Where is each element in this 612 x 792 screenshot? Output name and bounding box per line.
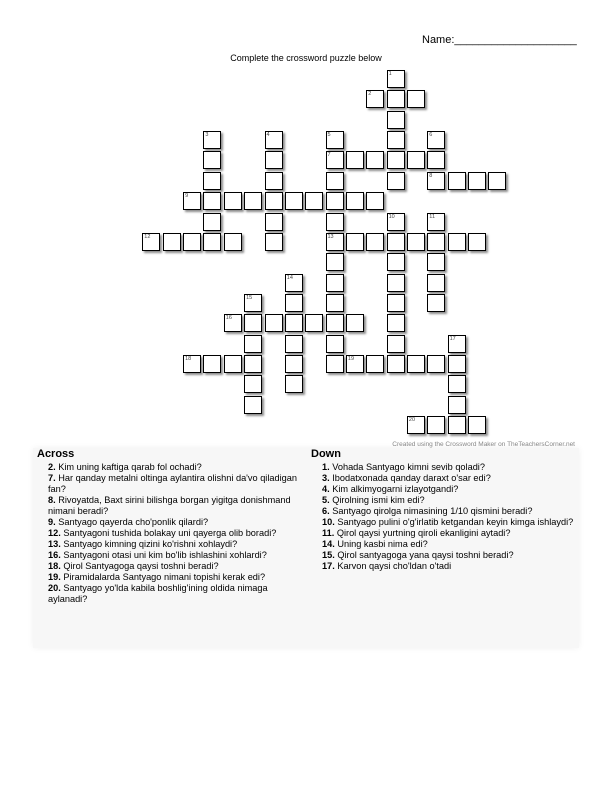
crossword-cell[interactable] — [448, 335, 466, 353]
across-clue — [37, 462, 305, 473]
clue-text: Santyago qirolga nimasining 1/10 qismini beradi? — [332, 506, 533, 516]
clue-number: 4. — [322, 484, 330, 494]
clue-text: Santyagoni otasi uni kim bo'lib ishlashini xohlardi? — [63, 550, 267, 560]
clue-number: 11. — [322, 528, 335, 538]
crossword-cell[interactable] — [285, 192, 303, 210]
crossword-cell[interactable] — [224, 314, 242, 332]
crossword-cell[interactable] — [326, 294, 344, 312]
crossword-cell[interactable] — [427, 416, 445, 434]
crossword-cell[interactable] — [407, 151, 425, 169]
crossword-cell[interactable] — [183, 192, 201, 210]
across-clue — [37, 473, 305, 495]
crossword-cell[interactable] — [183, 233, 201, 251]
crossword-cell[interactable] — [265, 233, 283, 251]
crossword-cell[interactable] — [326, 172, 344, 190]
cell-number: 15 — [246, 294, 253, 301]
clue-text: Vohada Santyago kimni sevib qoladi? — [332, 462, 485, 472]
cell-number: 13 — [327, 233, 334, 240]
crossword-cell[interactable] — [448, 396, 466, 414]
crossword-cell[interactable] — [183, 355, 201, 373]
crossword-cell[interactable] — [366, 355, 384, 373]
crossword-cell[interactable] — [366, 90, 384, 108]
crossword-cell[interactable] — [387, 253, 405, 271]
cell-number: 19 — [347, 355, 355, 362]
clue-number: 13. — [48, 539, 61, 549]
crossword-cell[interactable] — [265, 213, 283, 231]
name-blank: ____________________ — [454, 34, 577, 46]
cell-number: 18 — [185, 355, 192, 362]
clue-number: 1. — [322, 462, 330, 472]
crossword-cell[interactable] — [326, 253, 344, 271]
crossword-cell[interactable] — [285, 314, 303, 332]
crossword-cell[interactable] — [142, 233, 160, 251]
crossword-cell[interactable] — [203, 233, 221, 251]
clue-number: 10. — [322, 517, 335, 527]
clue-text: Santyago pulini o'g'irlatib ketgandan keyin kimga ishlaydi? — [337, 517, 574, 527]
crossword-cell[interactable] — [366, 192, 384, 210]
crossword-cell[interactable] — [326, 192, 344, 210]
crossword-cell[interactable] — [427, 233, 445, 251]
crossword-cell[interactable] — [427, 274, 445, 292]
crossword-cell[interactable] — [265, 192, 283, 210]
clue-number: 6. — [322, 506, 330, 516]
clue-text: Santyago qayerda cho'ponlik qilardi? — [58, 517, 209, 527]
down-heading: Down — [311, 448, 341, 460]
crossword-cell[interactable] — [427, 294, 445, 312]
crossword-cell[interactable] — [285, 335, 303, 353]
clue-text: Santyago yo'lda kabila boshlig'ining oldida nimaga aylanadi? — [48, 583, 268, 604]
clue-number: 17. — [322, 561, 335, 571]
crossword-cell[interactable] — [244, 294, 262, 312]
cell-number: 14 — [286, 274, 293, 281]
clue-number: 15. — [322, 550, 335, 560]
clue-text: Ibodatxonada qanday daraxt o'sar edi? — [332, 473, 491, 483]
crossword-cell[interactable] — [244, 375, 262, 393]
crossword-cell[interactable] — [326, 274, 344, 292]
across-clue — [37, 528, 305, 539]
crossword-cell[interactable] — [448, 172, 466, 190]
crossword-cell[interactable] — [366, 233, 384, 251]
clue-number: 8. — [48, 495, 56, 505]
crossword-cell[interactable] — [407, 416, 425, 434]
crossword-cell[interactable] — [326, 314, 344, 332]
crossword-cell[interactable] — [387, 274, 405, 292]
crossword-cell[interactable] — [285, 274, 303, 292]
clue-text: Har qanday metalni oltinga aylantira olishni da'vo qiladigan fan? — [48, 473, 297, 494]
crossword-cell[interactable] — [203, 192, 221, 210]
down-clue — [311, 561, 575, 572]
crossword-cell[interactable] — [244, 314, 262, 332]
clue-number: 9. — [48, 517, 56, 527]
crossword-cell[interactable] — [285, 294, 303, 312]
crossword-cell[interactable] — [387, 70, 405, 88]
crossword-cell[interactable] — [387, 233, 405, 251]
cell-number: 16 — [225, 315, 232, 322]
down-clues — [311, 448, 575, 572]
crossword-cell[interactable] — [468, 416, 486, 434]
clue-number: 5. — [322, 495, 330, 505]
cell-number: 2 — [368, 91, 372, 98]
crossword-cell[interactable] — [346, 314, 364, 332]
crossword-cell[interactable] — [366, 151, 384, 169]
crossword-cell[interactable] — [326, 233, 344, 251]
crossword-cell[interactable] — [468, 172, 486, 190]
clue-text: Santyago kimning qizini ko'rishni xohlaydi? — [63, 539, 238, 549]
clue-number: 20. — [48, 583, 61, 593]
cell-number: 20 — [408, 417, 416, 423]
across-clues — [37, 448, 305, 605]
cell-number: 7 — [327, 152, 331, 159]
clue-text: Kim alkimyogarni izlayotgandi? — [332, 484, 459, 494]
across-clue — [37, 550, 305, 561]
crossword-cell[interactable] — [326, 335, 344, 353]
crossword-cell[interactable] — [203, 213, 221, 231]
crossword-cell[interactable] — [224, 192, 242, 210]
crossword-cell[interactable] — [427, 213, 445, 231]
cell-number: 5 — [327, 132, 331, 139]
clue-text: Qirol qaysi yurtning qiroli ekanligini aytadi? — [336, 528, 511, 538]
crossword-cell[interactable] — [448, 233, 466, 251]
crossword-cell[interactable] — [203, 172, 221, 190]
cell-number: 8 — [429, 172, 433, 179]
clue-text: Uning kasbi nima edi? — [337, 539, 428, 549]
across-clue — [37, 561, 305, 572]
crossword-cell[interactable] — [427, 253, 445, 271]
crossword-cell[interactable] — [448, 355, 466, 373]
crossword-cell[interactable] — [203, 355, 221, 373]
crossword-cell[interactable] — [244, 192, 262, 210]
crossword-cell[interactable] — [407, 355, 425, 373]
down-clue — [311, 528, 575, 539]
crossword-cell[interactable] — [387, 151, 405, 169]
crossword-cell[interactable] — [387, 90, 405, 108]
down-clue — [311, 506, 575, 517]
clue-text: Rivoyatda, Baxt sirini bilishga borgan yigitga donishmand nimani beradi? — [48, 495, 291, 516]
clue-number: 14. — [322, 539, 335, 549]
crossword-cell[interactable] — [346, 151, 364, 169]
credit-text: Created using the Crossword Maker on TheTeachersCorner.net — [392, 441, 575, 448]
clue-number: 2. — [48, 462, 56, 472]
crossword-cell[interactable] — [387, 213, 405, 231]
crossword-cell[interactable] — [346, 233, 364, 251]
across-clue — [37, 495, 305, 517]
crossword-cell[interactable] — [265, 314, 283, 332]
cell-number: 9 — [185, 193, 189, 200]
across-clue — [37, 517, 305, 528]
crossword-cell[interactable] — [326, 131, 344, 149]
clue-text: Qirolning ismi kim edi? — [332, 495, 425, 505]
crossword-cell[interactable] — [387, 294, 405, 312]
crossword-cell[interactable] — [305, 314, 323, 332]
crossword-cell[interactable] — [224, 355, 242, 373]
crossword-cell[interactable] — [326, 213, 344, 231]
clue-text: Qirol santyagoga yana qaysi toshni beradi? — [337, 550, 514, 560]
cell-number: 10 — [388, 213, 395, 220]
cell-number: 1 — [388, 71, 392, 77]
cell-number: 4 — [266, 132, 270, 139]
across-clue — [37, 539, 305, 550]
clue-text: Santyagoni tushida bolakay uni qayerga olib boradi? — [63, 528, 277, 538]
crossword-cell[interactable] — [387, 314, 405, 332]
clue-text: Kim uning kaftiga qarab fol ochadi? — [58, 462, 202, 472]
crossword-cell[interactable] — [427, 151, 445, 169]
crossword-cell[interactable] — [285, 375, 303, 393]
crossword-cell[interactable] — [285, 355, 303, 373]
crossword-cell[interactable] — [265, 131, 283, 149]
crossword-cell[interactable] — [448, 416, 466, 434]
clue-text: Karvon qaysi cho'ldan o'tadi — [337, 561, 452, 571]
crossword-cell[interactable] — [387, 355, 405, 373]
crossword-cell[interactable] — [346, 192, 364, 210]
down-clue — [311, 517, 575, 528]
cell-number: 11 — [429, 213, 436, 220]
crossword-cell[interactable] — [427, 131, 445, 149]
name-label: Name: — [422, 34, 455, 46]
crossword-cell[interactable] — [203, 131, 221, 149]
down-clue — [311, 484, 575, 495]
crossword-cell[interactable] — [203, 151, 221, 169]
cell-number: 3 — [205, 132, 209, 139]
crossword-cell[interactable] — [387, 335, 405, 353]
down-clue — [311, 539, 575, 550]
crossword-cell[interactable] — [326, 355, 344, 373]
across-clue — [37, 572, 305, 583]
crossword-cell[interactable] — [244, 335, 262, 353]
cell-number: 12 — [144, 233, 151, 240]
crossword-cell[interactable] — [488, 172, 506, 190]
clue-number: 3. — [322, 473, 330, 483]
crossword-cell[interactable] — [407, 90, 425, 108]
crossword-cell[interactable] — [387, 131, 405, 149]
crossword-cell[interactable] — [305, 192, 323, 210]
clue-number: 18. — [48, 561, 61, 571]
crossword-cell[interactable] — [346, 355, 364, 373]
across-heading: Across — [37, 448, 75, 460]
crossword-cell[interactable] — [163, 233, 181, 251]
crossword-cell[interactable] — [468, 233, 486, 251]
clue-number: 19. — [48, 572, 61, 582]
crossword-cell[interactable] — [326, 151, 344, 169]
down-clue — [311, 473, 575, 484]
crossword-cell[interactable] — [224, 233, 242, 251]
clue-text: Piramidalarda Santyago nimani topishi kerak edi? — [63, 572, 266, 582]
down-clue — [311, 550, 575, 561]
clue-number: 12. — [48, 528, 61, 538]
clue-number: 16. — [48, 550, 61, 560]
crossword-cell[interactable] — [448, 375, 466, 393]
crossword-cell[interactable] — [265, 151, 283, 169]
crossword-cell[interactable] — [407, 233, 425, 251]
crossword-cell[interactable] — [244, 396, 262, 414]
crossword-cell[interactable] — [387, 172, 405, 190]
page-subtitle: Complete the crossword puzzle below — [230, 53, 382, 63]
cell-number: 17 — [449, 335, 456, 342]
crossword-cell[interactable] — [427, 172, 445, 190]
clue-number: 7. — [48, 473, 56, 483]
down-clue — [311, 495, 575, 506]
crossword-cell[interactable] — [427, 355, 445, 373]
across-clue — [37, 583, 305, 605]
crossword-cell[interactable] — [265, 172, 283, 190]
cell-number: 6 — [429, 132, 433, 139]
down-clue — [311, 462, 575, 473]
crossword-cell[interactable] — [387, 111, 405, 129]
crossword-cell[interactable] — [244, 355, 262, 373]
clue-text: Qirol Santyagoga qaysi toshni beradi? — [63, 561, 219, 571]
